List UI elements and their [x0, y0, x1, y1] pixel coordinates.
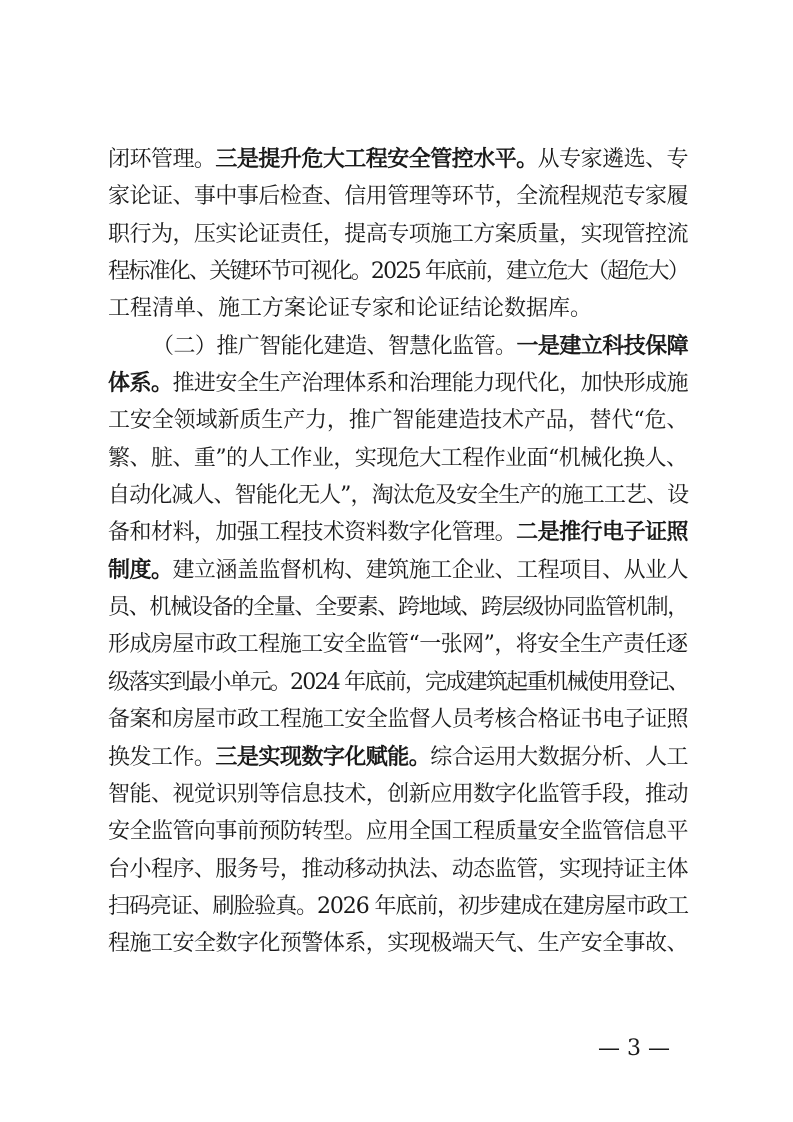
text-line	[108, 925, 688, 962]
page-number: — 3 —	[598, 1036, 670, 1061]
text-segment: 扫码亮证、刷脸验真。2026 年底前，初步建成在建房屋市政工	[108, 893, 688, 919]
bold-text-segment: 一是建立科技保障	[516, 332, 689, 359]
bold-text-segment: 三是实现数字化赋能。	[215, 743, 431, 770]
text-line	[108, 253, 688, 290]
text-line	[108, 626, 688, 663]
text-segment: （二）推广智能化建造、智慧化监管。	[152, 333, 517, 359]
text-segment: 形成房屋市政工程施工安全监管“一张网”，将安全生产责任逐	[108, 632, 688, 658]
text-segment: 员、机械设备的全量、全要素、跨地域、跨层级协同监管机制，	[108, 595, 689, 621]
text-segment: 换发工作。	[108, 744, 216, 770]
text-line	[108, 739, 688, 776]
text-line	[108, 290, 688, 327]
text-segment: 繁、脏、重”的人工作业，实现危大工程作业面“机械化换人、	[108, 445, 688, 471]
text-line	[108, 440, 688, 477]
text-segment: 备和材料，加强工程技术资料数字化管理。	[108, 520, 517, 546]
text-line	[108, 402, 688, 439]
text-line	[108, 851, 688, 888]
text-segment: 程施工安全数字化预警体系，实现极端天气、生产安全事故、	[108, 931, 689, 957]
bold-text-segment: 制度。	[108, 556, 173, 583]
text-segment: 自动化减人、智能化无人”，淘汰危及安全生产的施工工艺、设	[108, 483, 689, 509]
text-line	[108, 888, 688, 925]
text-line	[108, 552, 688, 589]
text-segment: 级落实到最小单元。2024 年底前，完成建筑起重机械使用登记、	[108, 669, 688, 695]
text-segment: 台小程序、服务号，推动移动执法、动态监管，实现持证主体	[108, 856, 689, 882]
text-segment: 智能、视觉识别等信息技术，创新应用数字化监管手段，推动	[108, 781, 689, 807]
text-segment: 闭环管理。	[108, 147, 216, 172]
text-line	[108, 514, 688, 551]
text-line	[108, 776, 688, 813]
bold-text-segment: 体系。	[108, 370, 173, 397]
text-segment: 工安全领域新质生产力，推广智能建造技术产品，替代“危、	[108, 408, 689, 434]
text-segment: 推进安全生产治理体系和治理能力现代化，加快形成施	[172, 371, 689, 397]
text-line	[108, 216, 688, 253]
bold-text-segment: 二是推行电子证照	[516, 519, 689, 546]
text-segment: 程标准化、关键环节可视化。2025 年底前，建立危大（超危大）	[108, 259, 688, 285]
text-segment: 家论证、事中事后检查、信用管理等环节，全流程规范专家履	[108, 184, 689, 210]
text-segment: 备案和房屋市政工程施工安全监督人员考核合格证书电子证照	[108, 707, 689, 733]
text-line	[108, 328, 688, 365]
text-segment: 职行为，压实论证责任，提高专项施工方案质量，实现管控流	[108, 221, 689, 247]
text-line	[108, 813, 688, 850]
text-line	[108, 701, 688, 738]
text-line	[108, 477, 688, 514]
bold-text-segment: 三是提升危大工程安全管控水平。	[215, 146, 538, 172]
text-segment: 综合运用大数据分析、人工	[430, 744, 689, 770]
text-line	[108, 178, 688, 215]
text-line	[108, 365, 688, 402]
text-line	[108, 664, 688, 701]
text-line	[108, 141, 688, 178]
text-segment: 从专家遴选、专	[537, 147, 689, 172]
text-segment: 工程清单、施工方案论证专家和论证结论数据库。	[108, 296, 593, 322]
text-segment: 建立涵盖监督机构、建筑施工企业、工程项目、从业人	[172, 557, 689, 583]
text-segment: 安全监管向事前预防转型。应用全国工程质量安全监管信息平	[108, 819, 689, 845]
body-text	[108, 141, 688, 963]
text-line	[108, 589, 688, 626]
